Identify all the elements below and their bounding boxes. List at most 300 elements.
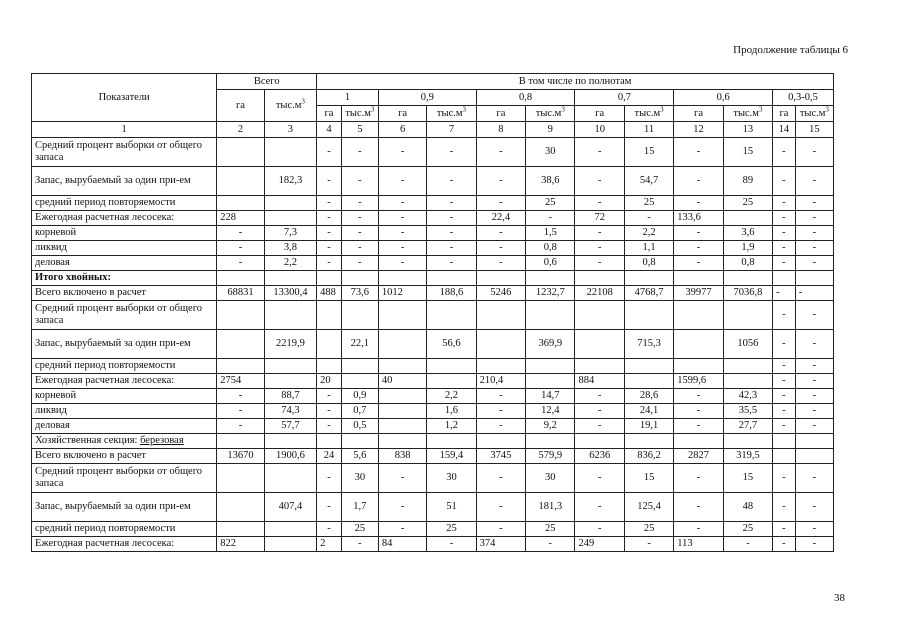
table-cell: 84: [378, 537, 426, 552]
table-cell: -: [674, 464, 723, 493]
table-cell: [264, 138, 317, 167]
table-cell: [526, 271, 575, 286]
table-cell: 1900,6: [264, 449, 317, 464]
table-cell: [723, 271, 772, 286]
row-label: [32, 330, 217, 359]
row-label-text: Средний процент выборки от общего запаса: [35, 466, 202, 489]
row-label: [32, 138, 217, 167]
table-cell: -: [378, 211, 426, 226]
table-cell: -: [476, 138, 525, 167]
table-cell: -: [795, 226, 833, 241]
row-label: [32, 419, 217, 434]
table-cell: [575, 434, 624, 449]
table-cell: 715,3: [624, 330, 673, 359]
table-cell: 488: [317, 286, 342, 301]
row-label: [32, 241, 217, 256]
table-cell: -: [341, 537, 378, 552]
table-cell: -: [795, 389, 833, 404]
column-number-15: 15: [795, 122, 833, 138]
table-cell: -: [795, 374, 833, 389]
row-label: [32, 271, 217, 286]
table-cell: [378, 271, 426, 286]
column-number-12: 12: [674, 122, 723, 138]
table-cell: 407,4: [264, 493, 317, 522]
table-cell: 1012: [378, 286, 426, 301]
table-cell: [217, 196, 264, 211]
table-cell: 15: [723, 138, 772, 167]
table-cell: 13670: [217, 449, 264, 464]
table-cell: [264, 537, 317, 552]
table-cell: -: [773, 374, 796, 389]
row-label-text: Ежегодная расчетная лесосека:: [35, 212, 175, 223]
table-cell: -: [773, 286, 796, 301]
table-cell: -: [575, 167, 624, 196]
table-cell: 13300,4: [264, 286, 317, 301]
table-cell: -: [427, 167, 476, 196]
table-cell: -: [575, 389, 624, 404]
table-cell: 7036,8: [723, 286, 772, 301]
table-cell: 0,7: [341, 404, 378, 419]
density-header-3: 0,7: [575, 90, 674, 106]
unit-ha-3: га: [575, 106, 624, 122]
row-label-text: Всего включено в расчет: [35, 450, 147, 461]
header-total-thous: [264, 90, 317, 122]
table-cell: -: [341, 167, 378, 196]
table-cell: [264, 359, 317, 374]
header-indicators: Показатели: [32, 74, 217, 122]
table-cell: -: [317, 493, 342, 522]
table-cell: [217, 330, 264, 359]
table-cell: 89: [723, 167, 772, 196]
table-cell: 40: [378, 374, 426, 389]
table-cell: -: [575, 522, 624, 537]
unit-text: тыс.м: [733, 107, 759, 119]
row-label-text: Запас, вырубаемый за один при-ем: [35, 175, 191, 186]
table-cell: -: [378, 522, 426, 537]
table-cell: 19,1: [624, 419, 673, 434]
table-cell: -: [317, 256, 342, 271]
unit-text: тыс.м: [634, 107, 661, 119]
table-cell: 9,2: [526, 419, 575, 434]
table-cell: [264, 434, 317, 449]
column-number-4: 4: [317, 122, 342, 138]
row-label-text: Ежегодная расчетная лесосека:: [35, 538, 175, 549]
table-cell: -: [795, 330, 833, 359]
table-cell: -: [674, 404, 723, 419]
table-cell: -: [674, 226, 723, 241]
table-cell: [341, 301, 378, 330]
table-cell: -: [773, 389, 796, 404]
unit-ha-0: га: [317, 106, 342, 122]
table-cell: [723, 374, 772, 389]
table-cell: -: [217, 256, 264, 271]
table-cell: -: [773, 464, 796, 493]
table-cell: [317, 359, 342, 374]
row-label-text: Средний процент выборки от общего запаса: [35, 140, 202, 163]
row-label: [32, 449, 217, 464]
table-cell: -: [575, 419, 624, 434]
unit-text: тыс.м: [345, 107, 371, 119]
row-label-text: корневой: [35, 390, 77, 401]
table-cell: 1,5: [526, 226, 575, 241]
header-total-ha: га: [217, 90, 264, 122]
table-cell: 15: [624, 138, 673, 167]
unit-thous-3: [624, 106, 673, 122]
table-cell: [575, 359, 624, 374]
row-label-text: Хозяйственная секция:: [35, 435, 141, 446]
table-cell: -: [341, 256, 378, 271]
table-cell: -: [674, 167, 723, 196]
unit-thous-0: [341, 106, 378, 122]
unit-ha-5: га: [773, 106, 796, 122]
table-cell: 133,6: [674, 211, 723, 226]
table-cell: 25: [526, 196, 575, 211]
table-cell: 25: [526, 522, 575, 537]
row-label: [32, 389, 217, 404]
row-label-text: средний период повторяемости: [35, 197, 176, 208]
table-cell: [264, 271, 317, 286]
table-cell: -: [575, 226, 624, 241]
table-row: [32, 226, 834, 241]
table-cell: -: [341, 241, 378, 256]
table-cell: 0,8: [526, 241, 575, 256]
table-cell: [795, 449, 833, 464]
unit-sup: 3: [370, 105, 375, 113]
table-cell: 7,3: [264, 226, 317, 241]
table-cell: [378, 301, 426, 330]
table-cell: -: [427, 196, 476, 211]
table-cell: 12,4: [526, 404, 575, 419]
table-cell: [341, 359, 378, 374]
row-label-text: корневой: [35, 227, 77, 238]
table-cell: 38,6: [526, 167, 575, 196]
page-number: 38: [834, 592, 845, 604]
table-row: [32, 138, 834, 167]
table-cell: 836,2: [624, 449, 673, 464]
row-label-text: Ежегодная расчетная лесосека:: [35, 375, 175, 386]
table-cell: 72: [575, 211, 624, 226]
table-cell: [264, 522, 317, 537]
table-cell: -: [773, 241, 796, 256]
table-cell: -: [575, 256, 624, 271]
table-cell: 22,1: [341, 330, 378, 359]
table-cell: -: [378, 226, 426, 241]
table-cell: -: [795, 286, 833, 301]
table-cell: 884: [575, 374, 624, 389]
table-cell: 6236: [575, 449, 624, 464]
table-cell: -: [674, 196, 723, 211]
table-cell: -: [476, 226, 525, 241]
table-cell: 1232,7: [526, 286, 575, 301]
density-header-5: 0,3-0,5: [773, 90, 834, 106]
table-cell: -: [217, 404, 264, 419]
table-cell: [217, 522, 264, 537]
table-cell: 30: [526, 464, 575, 493]
table-cell: [264, 196, 317, 211]
row-label: [32, 374, 217, 389]
table-cell: [476, 359, 525, 374]
table-row: [32, 211, 834, 226]
table-cell: 25: [723, 522, 772, 537]
row-label: [32, 196, 217, 211]
table-cell: -: [795, 359, 833, 374]
table-cell: 15: [723, 464, 772, 493]
unit-sup: 3: [561, 105, 565, 113]
table-cell: 30: [341, 464, 378, 493]
table-cell: -: [317, 167, 342, 196]
table-cell: [341, 271, 378, 286]
table-cell: [476, 434, 525, 449]
row-label: [32, 211, 217, 226]
table-cell: -: [795, 256, 833, 271]
table-cell: [476, 330, 525, 359]
table-cell: -: [378, 167, 426, 196]
table-cell: -: [427, 138, 476, 167]
table-cell: [674, 434, 723, 449]
table-row: [32, 256, 834, 271]
table-cell: [341, 434, 378, 449]
table-row: [32, 286, 834, 301]
table-cell: -: [575, 404, 624, 419]
row-label-text: Итого хвойных:: [35, 272, 111, 283]
table-row: [32, 493, 834, 522]
table-cell: -: [341, 196, 378, 211]
table-cell: [217, 167, 264, 196]
table-cell: -: [317, 226, 342, 241]
table-cell: [723, 211, 772, 226]
table-cell: -: [795, 167, 833, 196]
table-cell: [427, 301, 476, 330]
table-cell: -: [795, 301, 833, 330]
table-cell: [723, 301, 772, 330]
column-number-6: 6: [378, 122, 426, 138]
table-cell: 20: [317, 374, 342, 389]
table-cell: -: [575, 241, 624, 256]
table-cell: 181,3: [526, 493, 575, 522]
table-cell: 2754: [217, 374, 264, 389]
table-row: [32, 241, 834, 256]
table-cell: [264, 464, 317, 493]
table-cell: -: [378, 256, 426, 271]
table-cell: 22108: [575, 286, 624, 301]
density-header-4: 0,6: [674, 90, 773, 106]
table-cell: 822: [217, 537, 264, 552]
table-cell: 579,9: [526, 449, 575, 464]
table-cell: -: [773, 226, 796, 241]
table-cell: [624, 359, 673, 374]
column-number-row: [32, 122, 834, 138]
table-cell: -: [341, 211, 378, 226]
table-cell: -: [378, 464, 426, 493]
table-cell: 1,7: [341, 493, 378, 522]
table-cell: -: [341, 138, 378, 167]
table-cell: [723, 359, 772, 374]
unit-sup: 3: [660, 105, 664, 113]
unit-sup: 3: [462, 105, 466, 113]
table-cell: -: [795, 419, 833, 434]
row-label: [32, 493, 217, 522]
table-cell: -: [773, 211, 796, 226]
column-number-13: 13: [723, 122, 772, 138]
table-cell: 0,9: [341, 389, 378, 404]
table-cell: -: [795, 196, 833, 211]
table-cell: -: [773, 301, 796, 330]
table-cell: [674, 359, 723, 374]
table-cell: -: [476, 256, 525, 271]
table-cell: 3,8: [264, 241, 317, 256]
row-label: [32, 522, 217, 537]
table-cell: 228: [217, 211, 264, 226]
table-cell: 24,1: [624, 404, 673, 419]
table-cell: -: [526, 211, 575, 226]
table-cell: 14,7: [526, 389, 575, 404]
table-cell: 5246: [476, 286, 525, 301]
table-cell: [526, 374, 575, 389]
table-cell: -: [526, 537, 575, 552]
table-cell: [217, 359, 264, 374]
table-cell: -: [575, 138, 624, 167]
row-label: [32, 226, 217, 241]
table-cell: -: [674, 256, 723, 271]
table-cell: 0,5: [341, 419, 378, 434]
table-cell: -: [217, 389, 264, 404]
table-cell: -: [795, 493, 833, 522]
table-cell: 2,2: [264, 256, 317, 271]
table-cell: [317, 330, 342, 359]
table-cell: -: [624, 537, 673, 552]
density-header-0: 1: [317, 90, 379, 106]
row-label-underlined: березовая: [140, 435, 184, 446]
column-number-10: 10: [575, 122, 624, 138]
table-cell: -: [427, 256, 476, 271]
table-cell: 30: [427, 464, 476, 493]
table-cell: 22,4: [476, 211, 525, 226]
table-cell: -: [575, 196, 624, 211]
unit-thous-4: [723, 106, 772, 122]
unit-text: тыс.м: [436, 107, 463, 119]
table-cell: 125,4: [624, 493, 673, 522]
table-cell: -: [317, 241, 342, 256]
table-cell: 5,6: [341, 449, 378, 464]
table-cell: [264, 301, 317, 330]
table-cell: 1599,6: [674, 374, 723, 389]
table-cell: -: [476, 493, 525, 522]
table-cell: -: [575, 493, 624, 522]
column-number-8: 8: [476, 122, 525, 138]
table-cell: [624, 434, 673, 449]
table-cell: [217, 464, 264, 493]
table-cell: 319,5: [723, 449, 772, 464]
row-label-text: средний период повторяемости: [35, 360, 176, 371]
table-row: [32, 449, 834, 464]
table-cell: -: [341, 226, 378, 241]
table-cell: -: [795, 464, 833, 493]
row-label-text: деловая: [35, 420, 70, 431]
table-row: [32, 464, 834, 493]
table-cell: -: [317, 138, 342, 167]
table-row: [32, 374, 834, 389]
table-cell: [317, 301, 342, 330]
table-cell: -: [795, 138, 833, 167]
row-label-text: Всего включено в расчет: [35, 287, 147, 298]
table-cell: -: [378, 493, 426, 522]
table-cell: -: [773, 330, 796, 359]
table-cell: [476, 271, 525, 286]
table-cell: [773, 434, 796, 449]
table-cell: [723, 434, 772, 449]
table-cell: -: [795, 211, 833, 226]
table-cell: 2: [317, 537, 342, 552]
table-cell: [378, 434, 426, 449]
table-cell: 2,2: [427, 389, 476, 404]
column-number-7: 7: [427, 122, 476, 138]
table-cell: -: [795, 404, 833, 419]
table-cell: [526, 301, 575, 330]
row-label-text: Средний процент выборки от общего запаса: [35, 303, 202, 326]
table-cell: 25: [624, 522, 673, 537]
table-cell: 30: [526, 138, 575, 167]
table-body: [32, 138, 834, 552]
table-cell: [378, 359, 426, 374]
table-cell: [317, 271, 342, 286]
table-cell: 2,2: [624, 226, 673, 241]
table-cell: -: [773, 167, 796, 196]
table-cell: -: [217, 226, 264, 241]
table-cell: -: [795, 241, 833, 256]
row-label: [32, 434, 217, 449]
density-header-1: 0,9: [378, 90, 476, 106]
table-cell: [317, 434, 342, 449]
table-cell: 3,6: [723, 226, 772, 241]
table-cell: [341, 374, 378, 389]
unit-sup: 3: [758, 105, 763, 113]
table-cell: 0,8: [624, 256, 673, 271]
table-cell: 2827: [674, 449, 723, 464]
table-cell: [575, 271, 624, 286]
table-cell: -: [317, 211, 342, 226]
row-label: [32, 537, 217, 552]
table-cell: 27,7: [723, 419, 772, 434]
table-cell: [427, 374, 476, 389]
table-caption: Продолжение таблицы 6: [733, 44, 848, 56]
table-row: [32, 167, 834, 196]
table-cell: [264, 374, 317, 389]
table-row: [32, 301, 834, 330]
column-number-14: 14: [773, 122, 796, 138]
table-cell: 3745: [476, 449, 525, 464]
table-cell: -: [427, 537, 476, 552]
table-cell: 57,7: [264, 419, 317, 434]
data-table-container: [31, 73, 834, 552]
table-cell: -: [427, 226, 476, 241]
table-cell: -: [674, 138, 723, 167]
table-cell: -: [476, 167, 525, 196]
table-cell: 28,6: [624, 389, 673, 404]
table-cell: [773, 449, 796, 464]
table-cell: -: [476, 464, 525, 493]
table-cell: -: [427, 211, 476, 226]
table-cell: -: [317, 464, 342, 493]
table-cell: 0,6: [526, 256, 575, 271]
table-cell: [674, 301, 723, 330]
table-cell: [476, 301, 525, 330]
table-cell: 25: [624, 196, 673, 211]
table-cell: -: [723, 537, 772, 552]
table-cell: [575, 301, 624, 330]
table-row: [32, 359, 834, 374]
unit-thous-5: [795, 106, 833, 122]
row-label: [32, 464, 217, 493]
